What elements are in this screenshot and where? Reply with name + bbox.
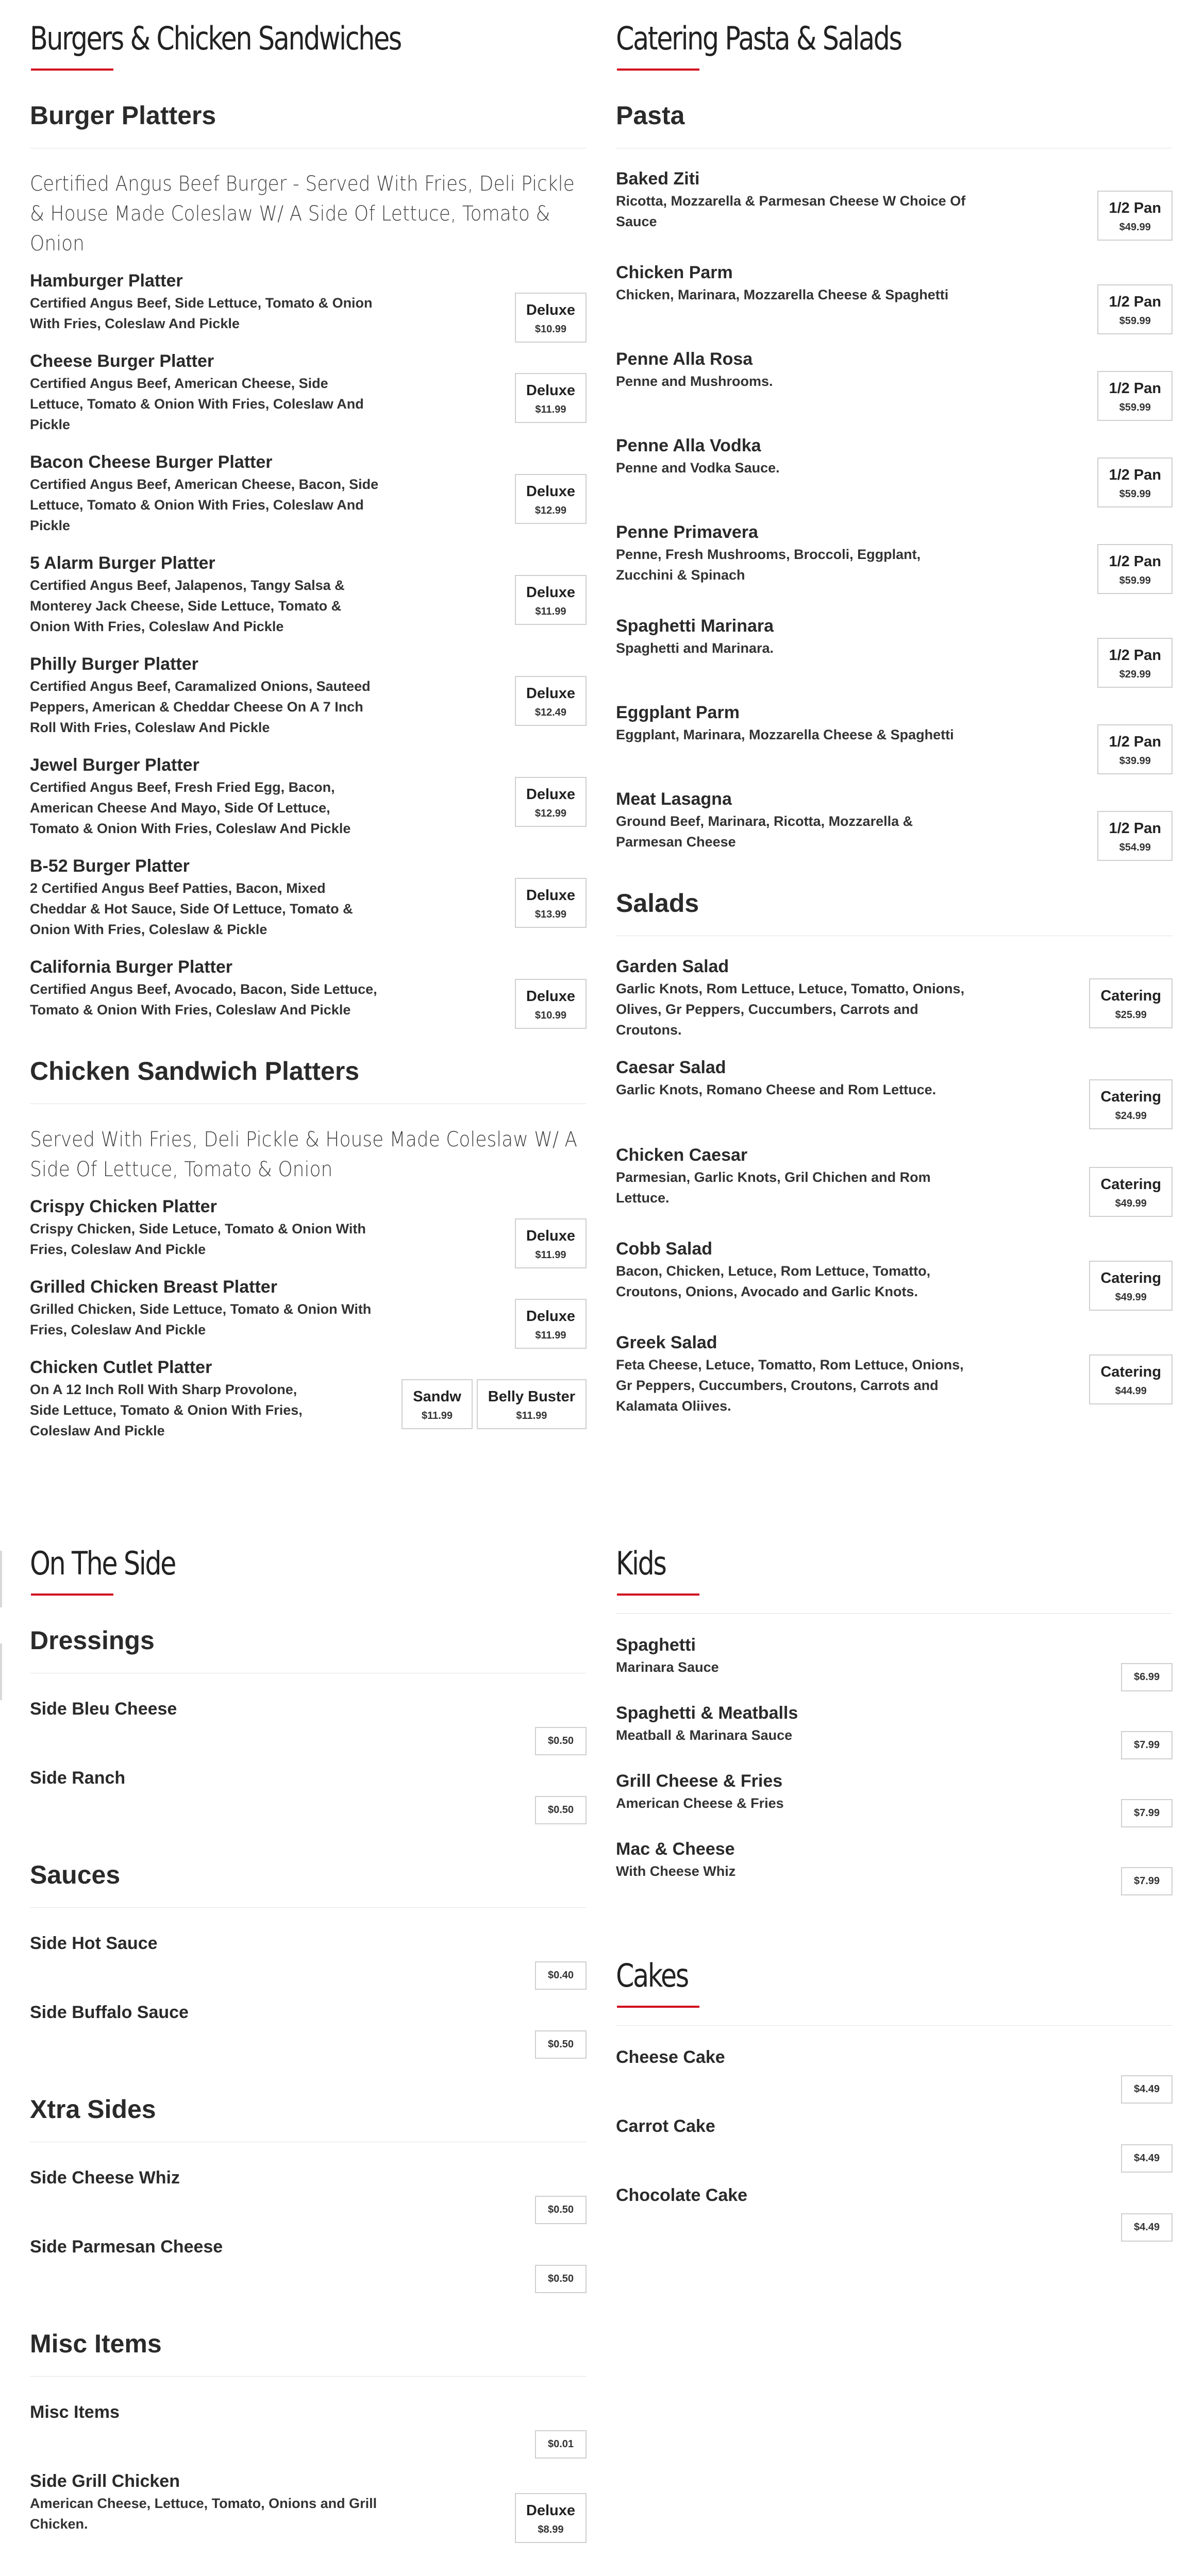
price-value: $59.99 (1119, 315, 1151, 327)
menu-item[interactable] (30, 754, 587, 839)
burgers-section (30, 0, 587, 1441)
menu-item[interactable] (30, 552, 587, 637)
price-button[interactable] (1097, 724, 1173, 774)
menu-item[interactable] (30, 1196, 587, 1260)
item-name: Caesar Salad (616, 1058, 726, 1077)
item-name: Crispy Chicken Platter (30, 1197, 217, 1216)
title-underline (617, 69, 699, 71)
item-description: Bacon, Chicken, Letuce, Rom Lettuce, Tomatto, Croutons, Onions, Avocado and Garlic Knots. (616, 1263, 931, 1299)
price-value: $0.50 (547, 1735, 574, 1747)
divider (616, 1613, 1173, 1614)
item-description: Certified Angus Beef, American Cheese, Bacon, Side Lettuce, Tomato & Onion With Fries, Coleslaw And Pickle (30, 477, 379, 533)
price-value: $11.99 (516, 1410, 547, 1421)
item-name: Chicken Parm (616, 263, 733, 282)
price-value: $59.99 (1119, 575, 1151, 586)
item-name: Grilled Chicken Breast Platter (30, 1277, 277, 1297)
price-label: 1/2 Pan (1109, 553, 1161, 570)
item-name: Side Cheese Whiz (30, 2168, 180, 2188)
menu-item[interactable] (30, 2167, 587, 2224)
menu-item[interactable] (616, 262, 1173, 327)
price-value: $8.99 (538, 2524, 564, 2535)
price-label: 1/2 Pan (1109, 294, 1161, 310)
price-value: $10.99 (534, 324, 567, 335)
menu-item[interactable] (30, 350, 587, 435)
price-label: Deluxe (526, 302, 575, 318)
price-button[interactable] (477, 1379, 587, 1429)
item-description: Penne and Vodka Sauce. (616, 460, 780, 476)
price-label: Sandw (413, 1388, 461, 1405)
price-button[interactable] (515, 293, 587, 343)
item-name: Side Parmesan Cheese (30, 2237, 223, 2257)
price-label: 1/2 Pan (1109, 820, 1161, 837)
item-name: Spaghetti Marinara (616, 616, 774, 636)
price-button[interactable] (535, 2265, 587, 2293)
item-description: With Cheese Whiz (616, 1863, 736, 1879)
menu-item[interactable] (30, 855, 587, 940)
item-name: Meat Lasagna (616, 789, 732, 809)
price-value: $0.40 (547, 1970, 574, 1981)
item-name: Side Buffalo Sauce (30, 2003, 189, 2022)
menu-item[interactable] (616, 348, 1173, 413)
menu-item[interactable] (616, 168, 1173, 232)
title-underline (31, 69, 113, 71)
price-value: $59.99 (1119, 402, 1151, 413)
menu-item[interactable] (616, 2184, 1173, 2241)
item-description: Grilled Chicken, Side Lettuce, Tomato & Onion With Fries, Coleslaw And Pickle (30, 1301, 372, 1337)
price-value: $11.99 (535, 606, 566, 617)
section-intro: Served With Fries, Deli Pickle & House Made Coleslaw W/ A Side Of Lettuce, Tomato & Onion (30, 1128, 578, 1181)
price-value: $49.99 (1115, 1198, 1147, 1209)
menu-item[interactable] (616, 956, 1173, 1040)
item-description: Parmesian, Garlic Knots, Gril Chichen and Rom Lettuce. (616, 1170, 931, 1206)
subsection-title: Burger Platters (30, 101, 216, 130)
menu-item[interactable] (616, 1057, 1173, 1122)
price-value: $4.49 (1133, 2153, 1160, 2164)
price-label: Deluxe (526, 2502, 575, 2519)
item-description: Ricotta, Mozzarella & Parmesan Cheese W Choice Of Sauce (616, 193, 966, 229)
price-value: $4.49 (1133, 2083, 1160, 2095)
price-value: $29.99 (1119, 669, 1151, 680)
kids-section (616, 1525, 1173, 2241)
price-button[interactable] (515, 878, 587, 928)
item-description: Certified Angus Beef, Side Lettuce, Tomato & Onion With Fries, Coleslaw And Pickle (30, 295, 373, 331)
price-value: $11.99 (535, 1249, 566, 1261)
price-button[interactable] (1121, 1663, 1173, 1691)
price-button[interactable] (535, 1796, 587, 1824)
price-value: $0.50 (547, 2039, 574, 2050)
subsection-title: Chicken Sandwich Platters (30, 1057, 360, 1086)
price-label: Deluxe (526, 988, 575, 1005)
menu-item[interactable] (616, 1332, 1173, 1416)
item-description: Ground Beef, Marinara, Ricotta, Mozzarella & Parmesan Cheese (616, 814, 913, 850)
sides-section (30, 1525, 587, 2534)
menu-item[interactable] (30, 956, 587, 1020)
price-value: $25.99 (1115, 1009, 1147, 1021)
price-button[interactable] (1089, 1167, 1173, 1217)
subsection-title: Pasta (616, 101, 685, 130)
item-description: Meatball & Marinara Sauce (616, 1727, 793, 1743)
menu-item[interactable] (616, 788, 1173, 852)
menu-item[interactable] (30, 1767, 587, 1824)
price-label: Deluxe (526, 483, 575, 500)
price-button[interactable] (515, 1218, 587, 1268)
item-description: Certified Angus Beef, American Cheese, Side Lettuce, Tomato & Onion With Fries, Coleslaw And Pickle (30, 376, 364, 432)
menu-item[interactable] (30, 270, 587, 334)
price-label: Catering (1100, 1364, 1161, 1380)
price-value: $13.99 (534, 909, 567, 920)
menu-item[interactable] (616, 1144, 1173, 1208)
item-name: Cobb Salad (616, 1239, 713, 1259)
section-title: On The Side (30, 1545, 176, 1582)
price-value: $7.99 (1133, 1807, 1160, 1819)
price-label: Belly Buster (488, 1388, 575, 1405)
item-name: Side Hot Sauce (30, 1934, 158, 1953)
item-name: Grill Cheese & Fries (616, 1771, 783, 1791)
item-name: Misc Items (30, 2402, 120, 2422)
item-name: Hamburger Platter (30, 271, 183, 291)
menu-item[interactable] (616, 702, 1173, 767)
menu-item[interactable] (30, 1933, 587, 1989)
item-description: Penne, Fresh Mushrooms, Broccoli, Eggplant, Zucchini & Spinach (616, 547, 921, 583)
item-name: Cheese Burger Platter (30, 351, 214, 371)
price-button[interactable] (1121, 1799, 1173, 1827)
item-description: Eggplant, Marinara, Mozzarella Cheese & Spaghetti (616, 727, 954, 742)
item-description: On A 12 Inch Roll With Sharp Provolone, Side Lettuce, Tomato & Onion With Fries, Coleslaw And Pickle (30, 1382, 303, 1438)
section-title: Catering Pasta & Salads (616, 20, 901, 57)
price-button[interactable] (1097, 284, 1173, 334)
price-value: $11.99 (421, 1410, 453, 1421)
title-underline (617, 1594, 699, 1596)
price-button[interactable] (1089, 978, 1173, 1028)
item-name: Chicken Cutlet Platter (30, 1358, 212, 1377)
price-label: Catering (1100, 1089, 1161, 1105)
item-name: Jewel Burger Platter (30, 755, 199, 775)
subsection-title: Xtra Sides (30, 2095, 156, 2124)
item-name: Cheese Cake (616, 2047, 725, 2067)
price-button[interactable] (515, 676, 587, 726)
menu-item[interactable] (30, 653, 587, 738)
menu-item[interactable] (616, 615, 1173, 680)
item-description: Chicken, Marinara, Mozzarella Cheese & Spaghetti (616, 287, 949, 302)
item-description: Spaghetti and Marinara. (616, 640, 774, 656)
price-button[interactable] (1089, 1079, 1173, 1129)
menu-item[interactable] (616, 1770, 1173, 1827)
price-button[interactable] (1097, 811, 1173, 861)
price-button[interactable] (1121, 2075, 1173, 2104)
price-value: $39.99 (1119, 755, 1151, 767)
subsection-title: Salads (616, 889, 699, 918)
price-value: $44.99 (1115, 1385, 1147, 1397)
section-title: Burgers & Chicken Sandwiches (30, 20, 401, 57)
subsection-title: Dressings (30, 1626, 155, 1655)
price-button[interactable] (535, 2430, 587, 2459)
item-description: American Cheese & Fries (616, 1795, 784, 1811)
price-value: $0.50 (547, 2273, 574, 2284)
item-name: Spaghetti (616, 1635, 696, 1655)
item-description: Penne and Mushrooms. (616, 374, 773, 389)
price-label: Catering (1100, 988, 1161, 1004)
subsection-title: Sauces (30, 1860, 121, 1889)
menu-item[interactable] (30, 1276, 587, 1340)
price-value: $59.99 (1119, 488, 1151, 500)
item-name: Eggplant Parm (616, 703, 740, 722)
menu-item[interactable] (616, 1702, 1173, 1759)
price-value: $0.50 (547, 2204, 574, 2215)
price-button[interactable] (535, 2196, 587, 2224)
price-value: $12.99 (534, 505, 567, 516)
title-underline (31, 1594, 113, 1596)
price-button[interactable] (1089, 1261, 1173, 1311)
item-description: Certified Angus Beef, Caramalized Onions, Sauteed Peppers, American & Cheddar Cheese On A 7 Inch Roll With Fries, Coleslaw And Pickle (30, 679, 371, 735)
price-label: Deluxe (526, 685, 575, 702)
price-button[interactable] (515, 979, 587, 1029)
item-description: 2 Certified Angus Beef Patties, Bacon, Mixed Cheddar & Hot Sauce, Side Of Lettuce, Tomato & Onion With Fries, Coleslaw & Pickle (30, 880, 353, 937)
price-label: Catering (1100, 1176, 1161, 1193)
price-button[interactable] (515, 2493, 587, 2543)
price-value: $11.99 (535, 404, 566, 415)
price-label: Deluxe (526, 1308, 575, 1325)
section-title: Cakes (616, 1957, 688, 1994)
edge-marker (0, 1643, 2, 1700)
price-button[interactable] (1097, 371, 1173, 421)
menu-item[interactable] (30, 1698, 587, 1755)
menu-item[interactable] (30, 1357, 587, 1441)
title-underline (617, 2006, 699, 2008)
item-name: Philly Burger Platter (30, 654, 198, 674)
item-name: Side Bleu Cheese (30, 1699, 177, 1719)
price-button[interactable] (515, 575, 587, 625)
price-value: $49.99 (1119, 222, 1151, 233)
divider (616, 2025, 1173, 2026)
divider (30, 2376, 587, 2377)
item-name: Baked Ziti (616, 169, 700, 189)
price-label: Deluxe (526, 786, 575, 803)
edge-marker (0, 1551, 2, 1607)
item-name: B-52 Burger Platter (30, 856, 190, 876)
price-value: $12.49 (534, 707, 567, 718)
catering-section (616, 0, 1173, 1416)
item-name: Chocolate Cake (616, 2185, 748, 2205)
menu-item[interactable] (616, 2046, 1173, 2103)
price-button[interactable] (1121, 2213, 1173, 2242)
price-label: 1/2 Pan (1109, 734, 1161, 750)
menu-item[interactable] (30, 2002, 587, 2058)
item-description: Marinara Sauce (616, 1659, 719, 1675)
menu-item[interactable] (30, 2236, 587, 2293)
item-name: Side Ranch (30, 1768, 126, 1788)
item-name: Mac & Cheese (616, 1839, 735, 1859)
menu-item[interactable] (616, 435, 1173, 500)
item-name: Greek Salad (616, 1333, 717, 1352)
item-description: Certified Angus Beef, Avocado, Bacon, Side Lettuce, Tomato & Onion With Fries, Coleslaw And Pickle (30, 981, 377, 1018)
price-label: Deluxe (526, 584, 575, 601)
item-description: Garlic Knots, Rom Lettuce, Letuce, Tomatto, Onions, Olives, Gr Peppers, Cuccumbers, Carrots and Croutons. (616, 981, 965, 1038)
price-button[interactable] (402, 1379, 472, 1429)
price-button[interactable] (1121, 2144, 1173, 2173)
item-name: Side Grill Chicken (30, 2471, 180, 2491)
price-value: $7.99 (1133, 1739, 1160, 1751)
menu-item[interactable] (616, 1238, 1173, 1302)
price-label: 1/2 Pan (1109, 200, 1161, 216)
item-description: Crispy Chicken, Side Letuce, Tomato & Onion With Fries, Coleslaw And Pickle (30, 1221, 366, 1257)
item-description: Feta Cheese, Letuce, Tomatto, Rom Lettuce, Onions, Gr Peppers, Cuccumbers, Croutons, Carrots and Kalamata Oliives. (616, 1357, 964, 1414)
price-value: $49.99 (1115, 1292, 1147, 1303)
menu-item[interactable] (30, 2401, 587, 2458)
price-button[interactable] (1097, 457, 1173, 507)
section-intro: Certified Angus Beef Burger - Served With Fries, Deli Pickle & House Made Coleslaw W/ A Side Of Lettuce, Tomato & Onion (30, 172, 575, 256)
item-description: Certified Angus Beef, Jalapenos, Tangy Salsa & Monterey Jack Cheese, Side Lettuce, Tomato & Onion With Fries, Coleslaw And Pickle (30, 578, 345, 634)
price-value: $0.01 (547, 2438, 574, 2450)
price-value: $4.49 (1133, 2222, 1160, 2233)
price-label: Deluxe (526, 887, 575, 904)
item-name: Penne Alla Vodka (616, 436, 761, 455)
price-button[interactable] (515, 474, 587, 524)
price-button[interactable] (535, 2030, 587, 2059)
price-value: $11.99 (535, 1330, 566, 1341)
item-name: California Burger Platter (30, 957, 232, 977)
item-description: Certified Angus Beef, Fresh Fried Egg, Bacon, American Cheese And Mayo, Side Of Lettuce, Tomato & Onion With Fries, Coleslaw And Pickle (30, 779, 351, 836)
price-label: 1/2 Pan (1109, 647, 1161, 664)
item-name: Garden Salad (616, 957, 729, 976)
price-value: $24.99 (1115, 1110, 1147, 1122)
price-label: Deluxe (526, 382, 575, 399)
price-button[interactable] (1097, 544, 1173, 594)
price-button[interactable] (1089, 1354, 1173, 1404)
divider (30, 1907, 587, 1908)
price-button[interactable] (535, 1961, 587, 1990)
menu-item[interactable] (30, 2470, 587, 2534)
item-name: Chicken Caesar (616, 1145, 748, 1165)
price-button[interactable] (1097, 191, 1173, 241)
item-name: Carrot Cake (616, 2116, 715, 2136)
item-name: 5 Alarm Burger Platter (30, 553, 215, 573)
menu-item[interactable] (616, 2115, 1173, 2172)
price-button[interactable] (1121, 1731, 1173, 1759)
price-value: $10.99 (534, 1010, 567, 1021)
price-label: 1/2 Pan (1109, 467, 1161, 483)
price-button[interactable] (515, 373, 587, 423)
menu-item[interactable] (616, 521, 1173, 585)
item-description: American Cheese, Lettuce, Tomato, Onions and Grill Chicken. (30, 2496, 377, 2532)
price-button[interactable] (535, 1727, 587, 1755)
price-label: Deluxe (526, 1228, 575, 1244)
menu-item[interactable] (30, 451, 587, 536)
price-label: Catering (1100, 1270, 1161, 1286)
item-description: Garlic Knots, Romano Cheese and Rom Lettuce. (616, 1082, 937, 1097)
price-button[interactable] (1121, 1867, 1173, 1895)
price-button[interactable] (515, 777, 587, 827)
price-value: $7.99 (1133, 1875, 1160, 1887)
price-label: 1/2 Pan (1109, 380, 1161, 397)
price-value: $12.99 (534, 808, 567, 819)
price-button[interactable] (1097, 638, 1173, 688)
price-button[interactable] (515, 1299, 587, 1349)
item-name: Spaghetti & Meatballs (616, 1703, 798, 1723)
subsection-title: Misc Items (30, 2329, 162, 2358)
menu-item[interactable] (616, 1634, 1173, 1691)
section-title: Kids (616, 1545, 666, 1582)
item-name: Penne Primavera (616, 522, 758, 542)
price-value: $0.50 (547, 1804, 574, 1816)
menu-item[interactable] (616, 1838, 1173, 1895)
item-name: Penne Alla Rosa (616, 349, 753, 369)
price-value: $54.99 (1119, 842, 1151, 853)
price-value: $6.99 (1133, 1671, 1160, 1683)
item-name: Bacon Cheese Burger Platter (30, 452, 273, 472)
